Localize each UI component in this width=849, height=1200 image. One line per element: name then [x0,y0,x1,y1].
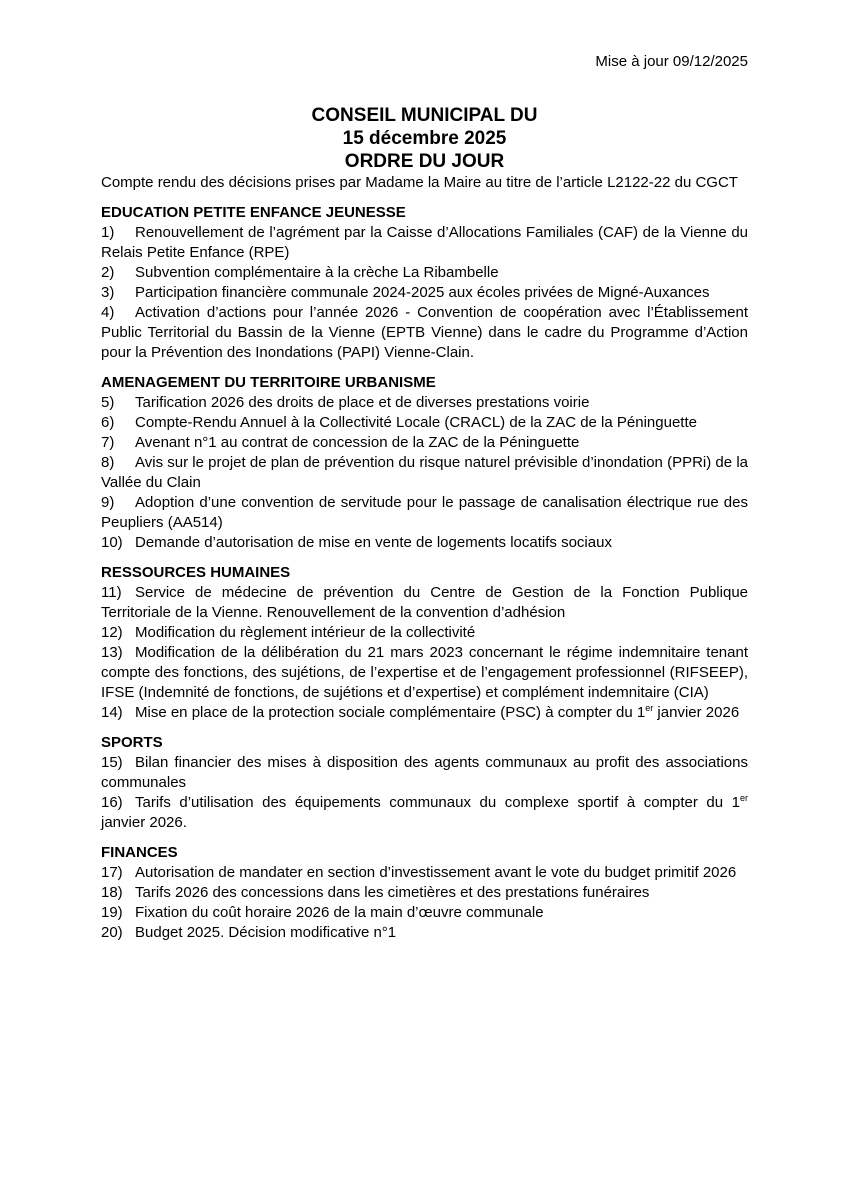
item-number: 12) [101,624,123,641]
agenda-item-10 [101,533,748,553]
agenda-item-11 [101,583,748,623]
item-number: 8) [101,454,115,471]
item-text: Tarification 2026 des droits de place et de diverses prestations voirie [135,394,590,411]
agenda-item-8 [101,453,748,493]
item-number: 20) [101,924,123,941]
update-note: Mise à jour 09/12/2025 [595,53,748,70]
section-heading: AMENAGEMENT DU TERRITOIRE URBANISME [101,374,436,391]
section-finances [101,843,748,943]
agenda-item-15 [101,753,748,793]
agenda-item-14 [101,703,748,723]
item-text: Tarifs d’utilisation des équipements communaux du complexe sportif à compter du 1 [135,794,740,811]
section-ressources-humaines [101,563,748,723]
section-heading: FINANCES [101,844,178,861]
item-number: 6) [101,414,115,431]
title-line-2: 15 décembre 2025 [342,128,507,149]
item-text: Compte-Rendu Annuel à la Collectivité Locale (CRACL) de la ZAC de la Péninguette [135,414,697,431]
agenda-item-20 [101,923,748,943]
item-text: Tarifs 2026 des concessions dans les cimetières et des prestations funéraires [135,884,650,901]
item-text: Mise en place de la protection sociale complémentaire (PSC) à compter du 1 [135,704,646,721]
agenda-item-12 [101,623,748,643]
item-number: 18) [101,884,123,901]
agenda-item-18 [101,883,748,903]
agenda-item-17 [101,863,748,883]
item-number: 10) [101,534,123,551]
item-number: 1) [101,224,115,241]
item-text-superscript: er [739,793,748,803]
item-text: Modification du règlement intérieur de la collectivité [135,624,476,641]
section-heading: EDUCATION PETITE ENFANCE JEUNESSE [101,204,406,221]
item-number: 4) [101,304,115,321]
agenda-item-3 [101,283,748,303]
item-text: Service de médecine de prévention du Centre de Gestion de la Fonction Publique Territoriale de la Vienne. Renouvellement de la convention d’adhésion [101,584,748,621]
item-number: 9) [101,494,115,511]
agenda-item-16 [101,793,748,833]
item-text: Avenant n°1 au contrat de concession de la ZAC de la Péninguette [135,434,580,451]
item-number: 7) [101,434,115,451]
item-text: Subvention complémentaire à la crèche La Ribambelle [135,264,499,281]
item-text: Budget 2025. Décision modificative n°1 [135,924,397,941]
agenda-item-2 [101,263,748,283]
item-text: Avis sur le projet de plan de prévention du risque naturel prévisible d’inondation (PPRi) de la Vallée du Clain [101,454,748,491]
agenda-item-4 [101,303,748,363]
item-number: 19) [101,904,123,921]
item-text: Participation financière communale 2024-2025 aux écoles privées de Migné-Auxances [135,284,710,301]
item-number: 14) [101,704,123,721]
item-text: Activation d’actions pour l’année 2026 - Convention de coopération avec l’Établissement Public Territorial du Bassin de la Vienne (EPTB Vienne) dans le cadre du Programme d’Action pour la Prévention des Inondations (PAPI) Vienne-Clain. [101,304,748,361]
title-line-1: CONSEIL MUNICIPAL DU [311,105,538,126]
agenda-item-7 [101,433,748,453]
item-number: 16) [101,794,123,811]
item-text-superscript: er [645,703,654,713]
section-heading: RESSOURCES HUMAINES [101,564,291,581]
item-text-after: janvier 2026. [101,814,187,831]
agenda-item-6 [101,413,748,433]
item-text: Modification de la délibération du 21 mars 2023 concernant le régime indemnitaire tenant compte des fonctions, des sujétions, de l’expertise et de l’engagement professionnel (RIFSEEP), IFSE (Indemnité de fonctions, de sujétions et d’expertise) et complément indemnitaire (CIA) [101,644,748,701]
section-sports [101,733,748,833]
agenda-item-13 [101,643,748,703]
agenda-item-19 [101,903,748,923]
agenda-item-9 [101,493,748,533]
item-number: 15) [101,754,123,771]
item-text: Autorisation de mandater en section d’investissement avant le vote du budget primitif 2026 [135,864,737,881]
document-title [101,104,748,173]
item-text: Renouvellement de l’agrément par la Caisse d’Allocations Familiales (CAF) de la Vienne du Relais Petite Enfance (RPE) [101,224,748,261]
section-heading: SPORTS [101,734,163,751]
item-text: Fixation du coût horaire 2026 de la main d’œuvre communale [135,904,544,921]
intro-paragraph: Compte rendu des décisions prises par Madame la Maire au titre de l’article L2122-22 du CGCT [101,174,738,191]
item-number: 11) [101,584,122,601]
item-text: Adoption d’une convention de servitude pour le passage de canalisation électrique rue des Peupliers (AA514) [101,494,748,531]
section-education-petite-enfance-jeunesse [101,203,748,363]
item-text: Bilan financier des mises à disposition des agents communaux au profit des associations communales [101,754,748,791]
item-number: 3) [101,284,115,301]
title-line-3: ORDRE DU JOUR [344,151,505,172]
section-amenagement-du-territoire-urbanisme [101,373,748,553]
item-text: Demande d’autorisation de mise en vente de logements locatifs sociaux [135,534,612,551]
agenda-item-1 [101,223,748,263]
item-number: 5) [101,394,115,411]
agenda-item-5 [101,393,748,413]
item-number: 13) [101,644,123,661]
item-text-after: janvier 2026 [653,704,740,721]
item-number: 2) [101,264,115,281]
item-number: 17) [101,864,123,881]
